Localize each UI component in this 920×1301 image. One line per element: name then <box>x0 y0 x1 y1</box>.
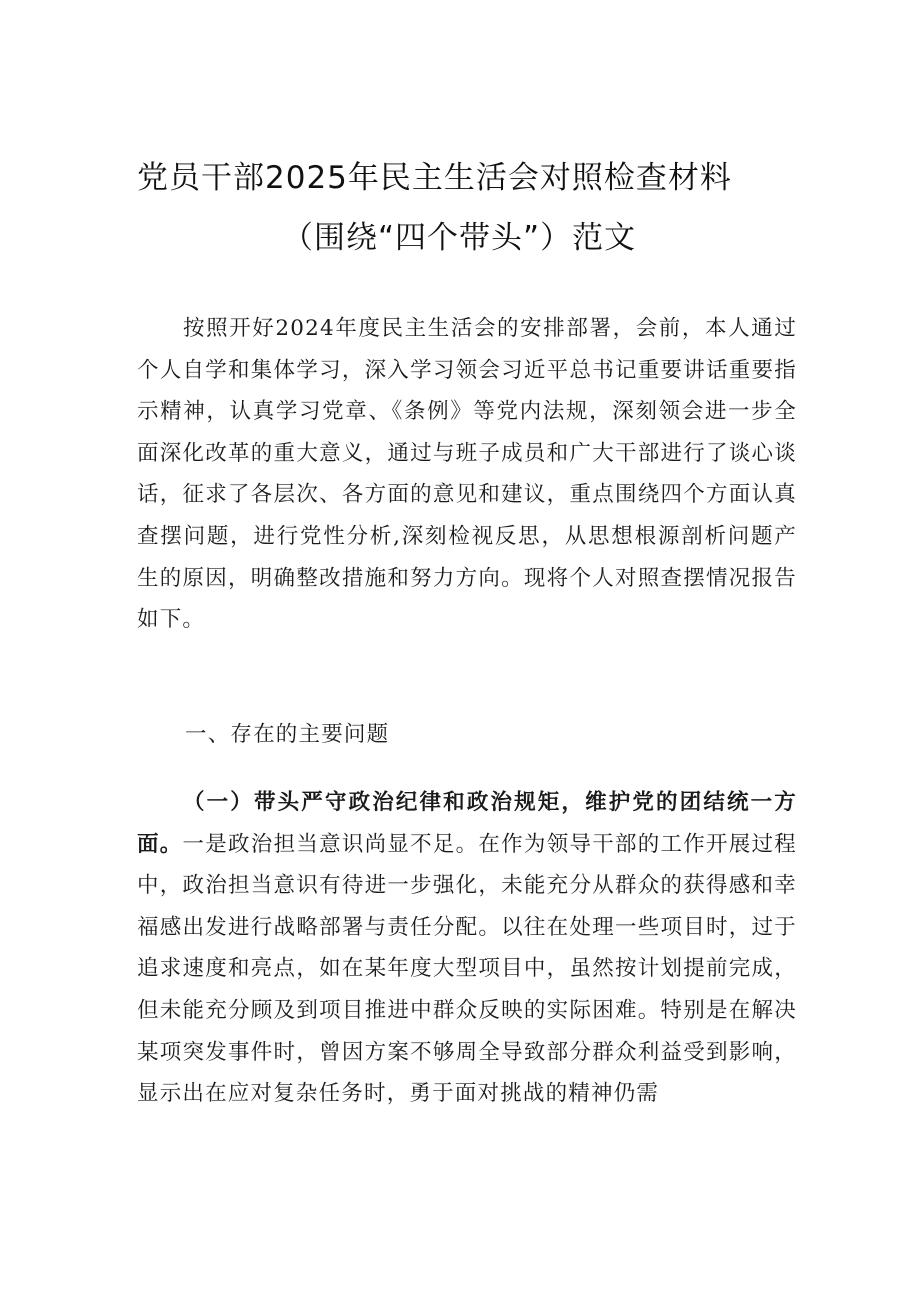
subsection-body: 一是政治担当意识尚显不足。在作为领导干部的工作开展过程中，政治担当意识有待进一步强化，未能充分从群众的获得感和幸福感出发进行战略部署与责任分配。以往在处理一些项目时，过于追求速度和亮点，如在某年度大型项目中，虽然按计划提前完成，但未能充分顾及到项目推进中群众反映的实际困难。特别是在解决某项突发事件时，曾因方案不够周全导致部分群众利益受到影响，显示出在应对复杂任务时，勇于面对挑战的精神仍需 <box>137 831 797 1107</box>
subsection-heading: （一）带头严守政治纪律和政治规矩，维护党的团结统一方面。 <box>137 790 797 857</box>
subsection-paragraph <box>137 782 797 1182</box>
section-heading: 一、存在的主要问题 <box>185 722 390 747</box>
intro-paragraph: 按照开好2024年度民主生活会的安排部署，会前，本人通过个人自学和集体学习，深入学习领会习近平总书记重要讲话重要指示精神，认真学习党章、《条例》等党内法规，深刻领会进一步全面深化改革的重大意义，通过与班子成员和广大干部进行了谈心谈话，征求了各层次、各方面的意见和建议，重点围绕四个方面认真查摆问题，进行党性分析,深刻检视反思，从思想根源剖析问题产生的原因，明确整改措施和努力方向。现将个人对照查摆情况报告如下。 <box>137 316 797 633</box>
document-title-line-2: （围绕“四个带头”）范文 <box>282 220 637 256</box>
document-title-line-1: 党员干部2025年民主生活会对照检查材料 <box>137 160 732 196</box>
